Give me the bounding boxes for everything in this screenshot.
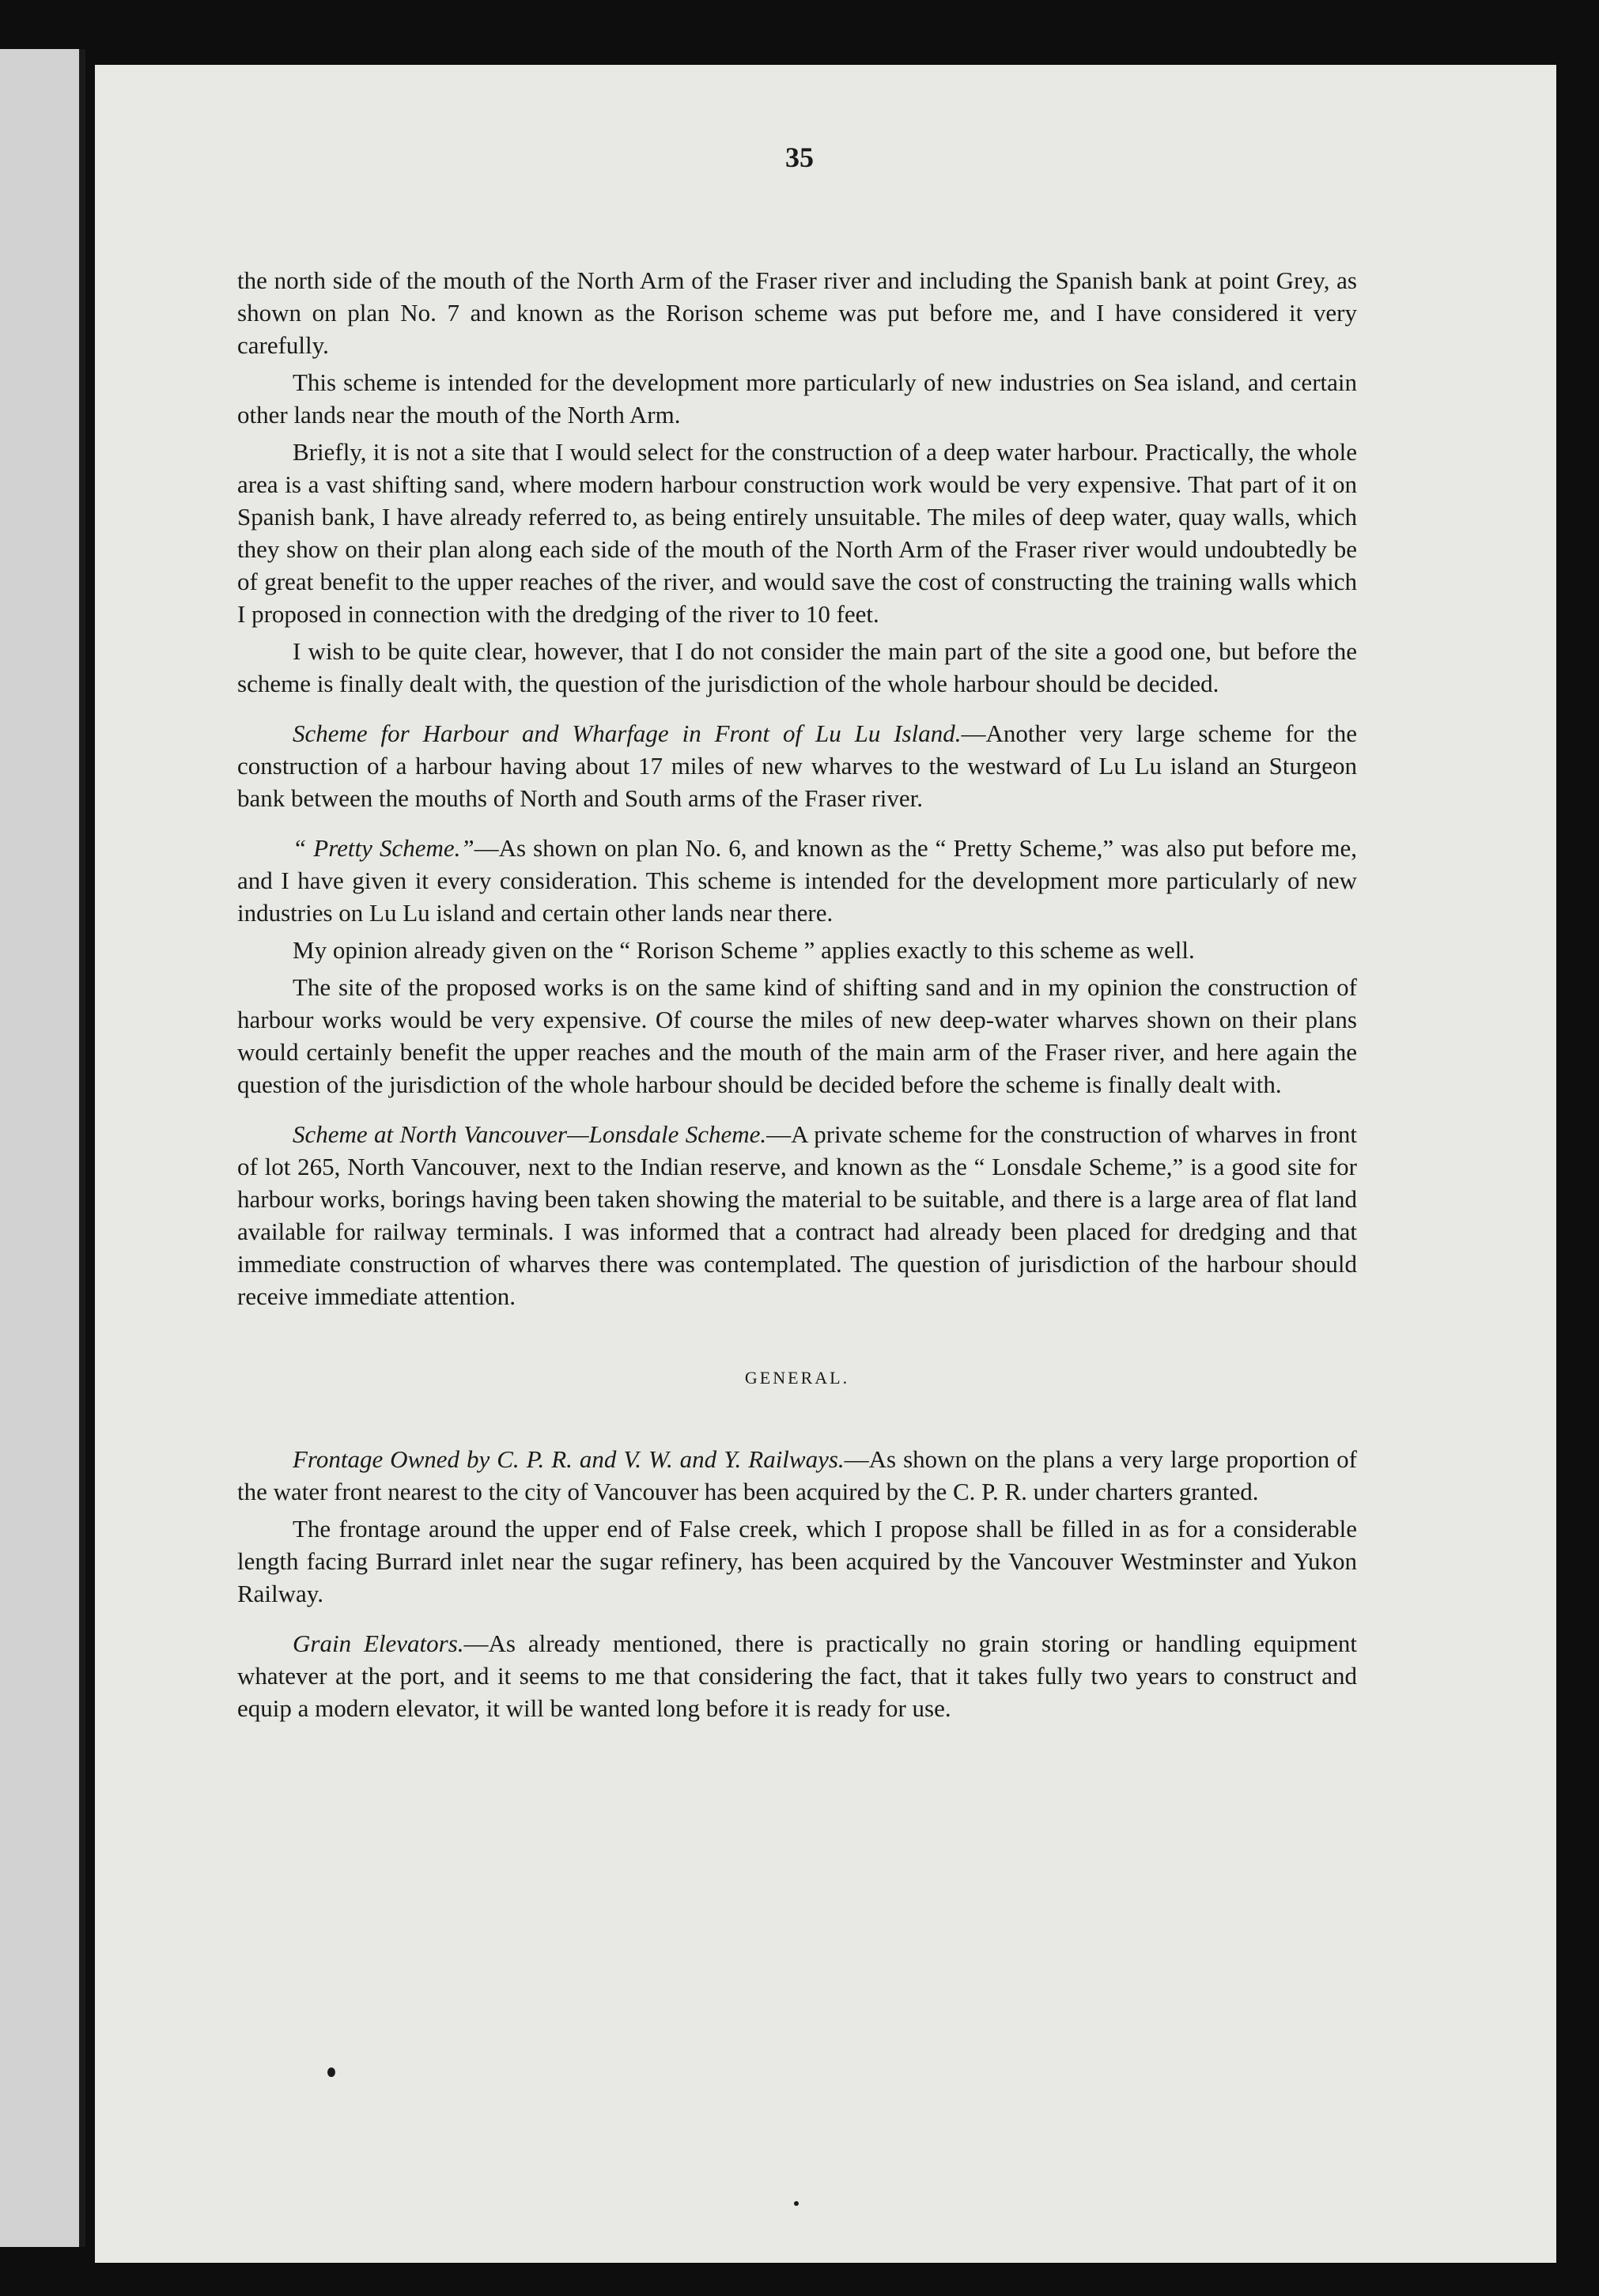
paragraph: Scheme for Harbour and Wharfage in Front of Lu Lu Island.—Another very large scheme for the construction of a harbour having about 17 miles of new wharves to the westward of Lu Lu island an Sturgeon bank between the mouths of North and South arms of the Fraser river. — [237, 719, 1357, 812]
paragraph: Scheme at North Vancouver—Lonsdale Scheme.—A private scheme for the construction of wharves in front of lot 265, North Vancouver, next to the Indian reserve, and known as the “ Lonsdale Scheme,” is a good site for harbour works, borings having been taken showing the material to be suitable, and there is a large area of flat land available for railway terminals. I was informed that a contract had already been placed for dredging and that immediate construction of wharves there was contemplated. The question of jurisdiction of the harbour should receive immediate attention. — [237, 1120, 1357, 1310]
ink-speck — [327, 2068, 335, 2077]
paragraph: Grain Elevators.—As already mentioned, there is practically no grain storing or handling equipment whatever at the port, and it seems to me that considering the fact, that it takes fully two years to construct and equip a modern elevator, it will be wanted long before it is ready for use. — [237, 1629, 1357, 1722]
paragraph: The site of the proposed works is on the same kind of shifting sand and in my opinion the construction of harbour works would be very expensive. Of course the miles of new deep-water wharves shown on their plans would certainly benefit the upper reaches and the mouth of the main arm of the Fraser river, and here again the question of the jurisdiction of the whole harbour should be decided before the scheme is finally dealt with. — [237, 973, 1357, 1098]
page-body — [237, 264, 1357, 1729]
section-title: GENERAL. — [744, 1368, 850, 1388]
paragraph: Briefly, it is not a site that I would select for the construction of a deep water harbour. Practically, the whole area is a vast shifting sand, where modern harbour construction work would be very expensive. That part of it on Spanish bank, I have already referred to, as being entirely unsuitable. The miles of deep water, quay walls, which they show on their plan along each side of the mouth of the North Arm of the Fraser river would undoubtedly be of great benefit to the upper reaches of the river, and would save the cost of constructing the training walls which I proposed in connection with the dredging of the river to 10 feet. — [237, 438, 1357, 628]
paragraph: Frontage Owned by C. P. R. and V. W. and Y. Railways.—As shown on the plans a very large proportion of the water front nearest to the city of Vancouver has been acquired by the C. P. R. under charters granted. — [237, 1445, 1357, 1505]
adjacent-page-edge — [0, 49, 85, 2247]
paragraph: “ Pretty Scheme.”—As shown on plan No. 6, and known as the “ Pretty Scheme,” was also put before me, and I have given it every consideration. This scheme is intended for the development more particularly of new industries on Lu Lu island and certain other lands near there. — [237, 834, 1358, 927]
paragraph-heading: Scheme for Harbour and Wharfage in Front of Lu Lu Island. — [293, 719, 962, 747]
paragraph-heading: Frontage Owned by C. P. R. and V. W. and Y. Railways. — [293, 1445, 845, 1473]
ink-speck — [794, 2201, 799, 2206]
page-number: 35 — [785, 142, 814, 173]
paragraph: the north side of the mouth of the North Arm of the Fraser river and including the Spanish bank at point Grey, as shown on plan No. 7 and known as the Rorison scheme was put before me, and I have considered it very carefully. — [237, 266, 1357, 359]
paragraph-heading: Grain Elevators. — [293, 1629, 464, 1657]
paragraph: This scheme is intended for the development more particularly of new industries on Sea island, and certain other lands near the mouth of the North Arm. — [237, 368, 1357, 429]
paragraph: The frontage around the upper end of False creek, which I propose shall be filled in as for a considerable length facing Burrard inlet near the sugar refinery, has been acquired by the Vancouver Westminster and Yukon Railway. — [237, 1515, 1357, 1607]
paragraph-heading: Scheme at North Vancouver—Lonsdale Scheme. — [293, 1120, 767, 1148]
paragraph-heading: “ Pretty Scheme.” — [293, 834, 474, 862]
paragraph: I wish to be quite clear, however, that I do not consider the main part of the site a good one, but before the scheme is finally dealt with, the question of the jurisdiction of the whole harbour should be decided. — [237, 637, 1357, 697]
paragraph: My opinion already given on the “ Rorison Scheme ” applies exactly to this scheme as well. — [293, 936, 1195, 964]
